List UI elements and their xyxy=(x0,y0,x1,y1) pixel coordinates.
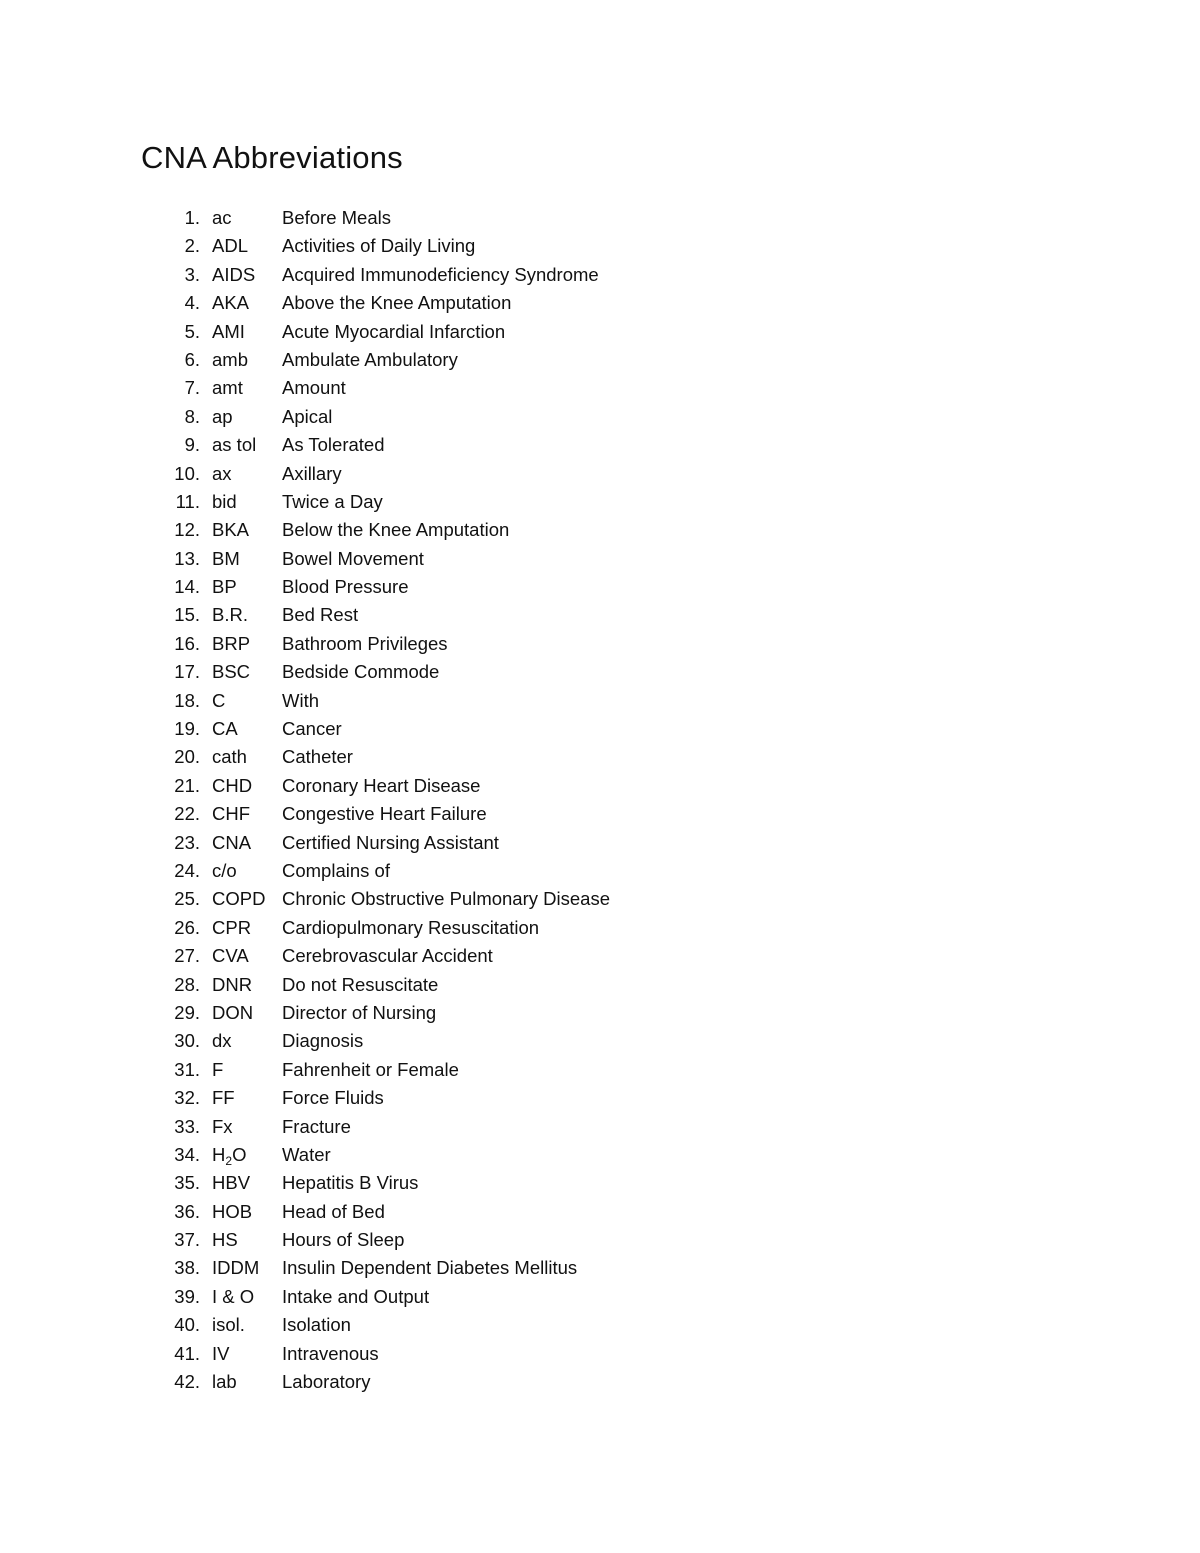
item-description: Intravenous xyxy=(282,1342,379,1364)
item-number: 36. xyxy=(174,1200,200,1222)
item-abbreviation: CVA xyxy=(212,945,249,967)
item-abbreviation: HOB xyxy=(212,1200,253,1222)
item-abbreviation: amb xyxy=(212,348,248,370)
item-description: Do not Resuscitate xyxy=(282,973,439,995)
item-description: Cardiopulmonary Resuscitation xyxy=(282,916,540,938)
item-number: 3. xyxy=(184,263,200,285)
item-number: 39. xyxy=(174,1285,200,1307)
item-number: 17. xyxy=(174,661,200,683)
item-abbreviation: CPR xyxy=(212,916,252,938)
item-description: Ambulate Ambulatory xyxy=(282,348,458,370)
item-description: Acquired Immunodeficiency Syndrome xyxy=(282,263,599,285)
item-description: Chronic Obstructive Pulmonary Disease xyxy=(282,888,610,910)
item-abbreviation: AKA xyxy=(212,292,250,314)
item-description: Catheter xyxy=(282,746,353,768)
item-description: Hepatitis B Virus xyxy=(282,1172,419,1194)
item-description: Fracture xyxy=(282,1115,351,1137)
item-number: 27. xyxy=(174,945,200,967)
item-number: 25. xyxy=(174,888,200,910)
item-abbreviation: FF xyxy=(212,1087,235,1109)
item-number: 33. xyxy=(174,1115,200,1137)
item-abbreviation: bid xyxy=(212,490,237,512)
item-number: 12. xyxy=(174,519,200,541)
item-abbreviation: CHF xyxy=(212,803,251,825)
item-abbreviation: HBV xyxy=(212,1172,251,1194)
item-number: 9. xyxy=(184,434,200,456)
item-abbreviation: cath xyxy=(212,746,247,768)
item-number: 37. xyxy=(174,1229,200,1251)
item-description: Congestive Heart Failure xyxy=(282,803,487,825)
item-number: 8. xyxy=(184,405,200,427)
item-abbreviation: BP xyxy=(212,576,237,598)
item-number: 42. xyxy=(174,1371,200,1393)
item-description: Certified Nursing Assistant xyxy=(282,831,499,853)
item-description: Apical xyxy=(282,405,333,427)
item-abbreviation: IDDM xyxy=(212,1257,260,1279)
item-abbreviation: BRP xyxy=(212,632,251,654)
item-number: 34. xyxy=(174,1143,200,1165)
item-number: 1. xyxy=(184,207,200,228)
item-number: 23. xyxy=(174,831,200,853)
item-number: 10. xyxy=(174,462,200,484)
item-description: Hours of Sleep xyxy=(282,1229,405,1251)
item-abbreviation: AMI xyxy=(212,320,245,342)
item-number: 4. xyxy=(184,292,200,314)
item-number: 18. xyxy=(174,689,200,711)
item-abbreviation: DNR xyxy=(212,973,253,995)
item-description: Intake and Output xyxy=(282,1285,430,1307)
item-description: Bathroom Privileges xyxy=(282,632,448,654)
item-number: 20. xyxy=(174,746,200,768)
item-description: Cerebrovascular Accident xyxy=(282,945,493,967)
item-description: With xyxy=(282,689,319,711)
item-description: Bedside Commode xyxy=(282,661,440,683)
item-number: 28. xyxy=(174,973,200,995)
item-abbreviation: BSC xyxy=(212,661,251,683)
item-abbreviation: dx xyxy=(212,1030,232,1052)
abbreviation-tail: O xyxy=(232,1143,247,1165)
item-abbreviation: BKA xyxy=(212,519,250,541)
item-number: 32. xyxy=(174,1087,200,1109)
item-number: 41. xyxy=(174,1342,200,1364)
abbreviation-main: H xyxy=(212,1143,226,1165)
item-number: 40. xyxy=(174,1314,200,1336)
item-description: Cancer xyxy=(282,718,342,740)
item-abbreviation: CHD xyxy=(212,774,253,796)
item-abbreviation: IV xyxy=(212,1342,230,1364)
item-number: 31. xyxy=(174,1058,200,1080)
page-title: CNA Abbreviations xyxy=(141,140,403,175)
item-number: 6. xyxy=(184,348,200,370)
item-abbreviation: ap xyxy=(212,405,233,427)
item-number: 7. xyxy=(184,377,200,399)
item-abbreviation: AIDS xyxy=(212,263,256,285)
item-abbreviation: HS xyxy=(212,1229,238,1251)
item-abbreviation: I & O xyxy=(212,1285,255,1307)
item-description: Bed Rest xyxy=(282,604,359,626)
item-description: Blood Pressure xyxy=(282,576,409,598)
item-abbreviation xyxy=(212,1141,246,1169)
item-number: 14. xyxy=(174,576,200,598)
item-abbreviation: DON xyxy=(212,1001,254,1023)
item-description: Amount xyxy=(282,377,346,399)
item-description: Twice a Day xyxy=(282,490,383,512)
item-abbreviation: COPD xyxy=(212,888,266,910)
item-abbreviation: B.R. xyxy=(212,604,248,626)
item-number: 16. xyxy=(174,632,200,654)
item-description: Above the Knee Amputation xyxy=(282,292,512,314)
item-description: Bowel Movement xyxy=(282,547,424,569)
item-description: Complains of xyxy=(282,859,390,881)
item-abbreviation: F xyxy=(212,1058,224,1080)
item-number: 13. xyxy=(174,547,200,569)
item-number: 30. xyxy=(174,1030,200,1052)
item-description: Fahrenheit or Female xyxy=(282,1058,459,1080)
item-number: 5. xyxy=(184,320,200,342)
abbreviation-subscript: 2 xyxy=(225,1153,233,1168)
item-description: Axillary xyxy=(282,462,342,484)
item-number: 35. xyxy=(174,1172,200,1194)
item-number: 19. xyxy=(174,718,200,740)
item-number: 15. xyxy=(174,604,200,626)
item-abbreviation: lab xyxy=(212,1371,237,1393)
item-number: 26. xyxy=(174,916,200,938)
item-description: Before Meals xyxy=(282,207,391,228)
item-abbreviation: ax xyxy=(212,462,232,484)
item-abbreviation: c/o xyxy=(212,859,237,881)
item-abbreviation: CA xyxy=(212,718,238,740)
item-number: 21. xyxy=(174,774,200,796)
item-number: 38. xyxy=(174,1257,200,1279)
item-abbreviation: C xyxy=(212,689,226,711)
item-description: Isolation xyxy=(282,1314,351,1336)
item-abbreviation: as tol xyxy=(212,434,257,456)
item-abbreviation: BM xyxy=(212,547,240,569)
item-description: Activities of Daily Living xyxy=(282,235,476,257)
item-abbreviation: isol. xyxy=(212,1314,245,1336)
item-description: As Tolerated xyxy=(282,434,385,456)
item-number: 22. xyxy=(174,803,200,825)
item-description: Force Fluids xyxy=(282,1087,384,1109)
item-number: 11. xyxy=(175,490,200,512)
item-abbreviation: amt xyxy=(212,377,243,399)
item-description: Water xyxy=(282,1143,331,1165)
item-abbreviation: Fx xyxy=(212,1115,233,1137)
item-description: Below the Knee Amputation xyxy=(282,519,510,541)
item-abbreviation: ADL xyxy=(212,235,248,257)
item-description: Director of Nursing xyxy=(282,1001,437,1023)
item-number: 2. xyxy=(184,235,200,257)
item-abbreviation: CNA xyxy=(212,831,252,853)
item-number: 29. xyxy=(174,1001,200,1023)
item-description: Acute Myocardial Infarction xyxy=(282,320,506,342)
item-description: Laboratory xyxy=(282,1371,371,1393)
item-description: Insulin Dependent Diabetes Mellitus xyxy=(282,1257,578,1279)
item-abbreviation: ac xyxy=(212,207,232,228)
item-number: 24. xyxy=(174,859,200,881)
item-description: Diagnosis xyxy=(282,1030,364,1052)
item-description: Head of Bed xyxy=(282,1200,385,1222)
item-description: Coronary Heart Disease xyxy=(282,774,481,796)
